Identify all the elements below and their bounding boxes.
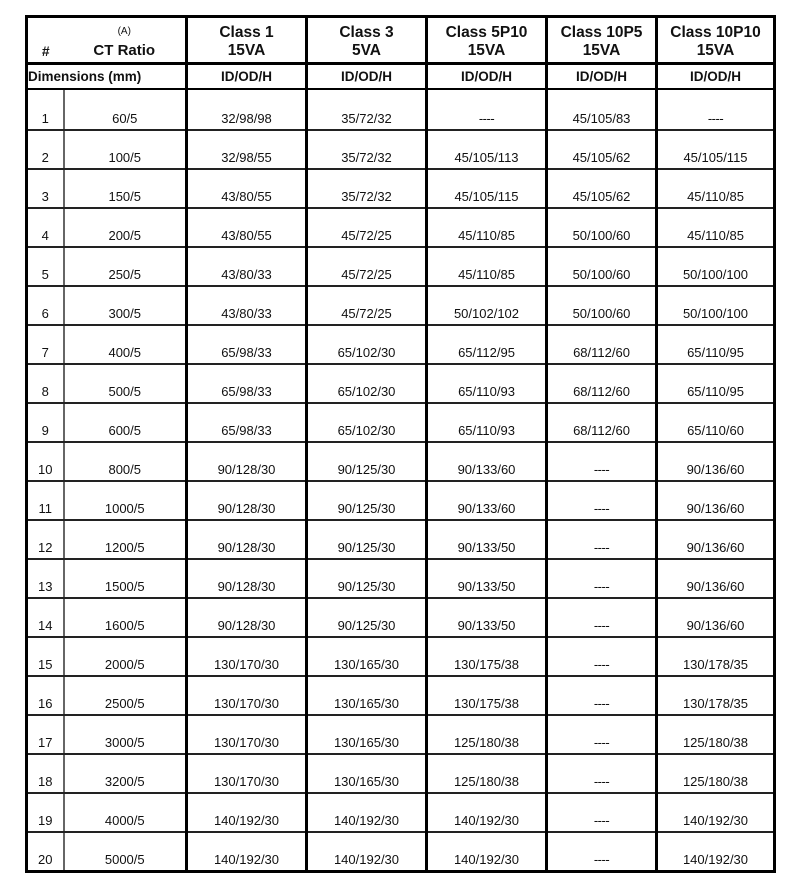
- table-row: [27, 169, 775, 208]
- table-row: [27, 793, 775, 832]
- dimension-cell: ----: [547, 442, 657, 481]
- class-name: Class 10P10: [670, 24, 761, 41]
- ct-ratio-cell: 800/5: [64, 442, 187, 481]
- dimension-cell: 50/100/100: [657, 286, 775, 325]
- dimension-cell: 130/165/30: [307, 754, 427, 793]
- dimension-cell: 90/136/60: [657, 442, 775, 481]
- table-row: [27, 715, 775, 754]
- ct-dimensions-sheet: [25, 15, 773, 873]
- unit-label: ID/OD/H: [547, 64, 657, 90]
- table-row: [27, 286, 775, 325]
- row-number: 15: [27, 637, 64, 676]
- dimension-cell: 130/165/30: [307, 715, 427, 754]
- dimension-cell: 90/125/30: [307, 520, 427, 559]
- table-row: [27, 364, 775, 403]
- dimension-cell: 45/105/115: [427, 169, 547, 208]
- ct-ratio-cell: 1200/5: [64, 520, 187, 559]
- dimension-cell: 50/102/102: [427, 286, 547, 325]
- dimension-cell: 90/128/30: [187, 559, 307, 598]
- class-name: Class 1: [219, 24, 274, 41]
- table-body: [27, 89, 775, 872]
- ct-ratio-cell: 2500/5: [64, 676, 187, 715]
- header-number: #: [27, 17, 64, 64]
- dimension-cell: 65/110/60: [657, 403, 775, 442]
- dimension-cell: 130/178/35: [657, 637, 775, 676]
- row-number: 13: [27, 559, 64, 598]
- dimension-cell: 90/133/60: [427, 481, 547, 520]
- dimension-cell: 130/165/30: [307, 676, 427, 715]
- ct-ratio-cell: 1000/5: [64, 481, 187, 520]
- dimension-cell: 32/98/98: [187, 89, 307, 130]
- dimension-cell: 125/180/38: [657, 715, 775, 754]
- dimension-cell: 45/105/62: [547, 130, 657, 169]
- table-row: [27, 832, 775, 872]
- dimension-cell: 50/100/60: [547, 208, 657, 247]
- dimension-cell: 45/105/83: [547, 89, 657, 130]
- dimension-cell: 90/136/60: [657, 598, 775, 637]
- dimension-cell: 35/72/32: [307, 89, 427, 130]
- dimension-cell: 140/192/30: [187, 832, 307, 872]
- dimension-cell: 140/192/30: [307, 832, 427, 872]
- ct-ratio-cell: 2000/5: [64, 637, 187, 676]
- dimension-cell: 140/192/30: [427, 832, 547, 872]
- ct-ratio-cell: 100/5: [64, 130, 187, 169]
- class-va: 15VA: [227, 42, 266, 59]
- dimension-cell: 65/110/93: [427, 403, 547, 442]
- dimension-cell: 130/170/30: [187, 676, 307, 715]
- row-number: 19: [27, 793, 64, 832]
- dimension-cell: ----: [427, 89, 547, 130]
- ct-dimensions-table: [25, 15, 776, 873]
- unit-label: ID/OD/H: [427, 64, 547, 90]
- header-ct-ratio: [64, 17, 187, 64]
- ct-ratio-cell: 60/5: [64, 89, 187, 130]
- dimension-cell: 130/178/35: [657, 676, 775, 715]
- header-class-10p5: [547, 17, 657, 64]
- table-row: [27, 637, 775, 676]
- class-name: Class 3: [339, 24, 394, 41]
- dimension-cell: 130/170/30: [187, 637, 307, 676]
- dimension-cell: 65/98/33: [187, 364, 307, 403]
- dimension-cell: ----: [547, 793, 657, 832]
- dimension-cell: 45/72/25: [307, 286, 427, 325]
- dimension-cell: ----: [547, 559, 657, 598]
- dimension-cell: 65/102/30: [307, 403, 427, 442]
- row-number: 9: [27, 403, 64, 442]
- dimension-cell: ----: [547, 832, 657, 872]
- dimensions-label: Dimensions (mm): [27, 64, 187, 90]
- row-number: 18: [27, 754, 64, 793]
- dimension-cell: 68/112/60: [547, 325, 657, 364]
- dimension-cell: 140/192/30: [657, 832, 775, 872]
- dimension-cell: 130/175/38: [427, 676, 547, 715]
- dimension-cell: 130/170/30: [187, 715, 307, 754]
- dimension-cell: 130/175/38: [427, 637, 547, 676]
- dimension-cell: ----: [547, 637, 657, 676]
- dimension-cell: 140/192/30: [657, 793, 775, 832]
- dimension-cell: 125/180/38: [427, 754, 547, 793]
- table-row: [27, 559, 775, 598]
- class-va: 15VA: [467, 42, 506, 59]
- class-name: Class 10P5: [560, 24, 643, 41]
- dimension-cell: 90/128/30: [187, 598, 307, 637]
- class-va: 5VA: [351, 42, 381, 59]
- table-row: [27, 520, 775, 559]
- ct-ratio-cell: 5000/5: [64, 832, 187, 872]
- table-row: [27, 130, 775, 169]
- table-row: [27, 325, 775, 364]
- table-row: [27, 598, 775, 637]
- dimension-cell: 140/192/30: [187, 793, 307, 832]
- class-name: Class 5P10: [445, 24, 528, 41]
- dimension-cell: ----: [547, 481, 657, 520]
- dimension-cell: 90/133/50: [427, 559, 547, 598]
- row-number: 17: [27, 715, 64, 754]
- header-ct-ratio-note: (A): [117, 26, 131, 37]
- header-class-3: [307, 17, 427, 64]
- dimension-cell: 45/110/85: [657, 208, 775, 247]
- header-class-1: [187, 17, 307, 64]
- dimension-cell: 68/112/60: [547, 403, 657, 442]
- dimension-cell: 43/80/55: [187, 169, 307, 208]
- dimension-cell: 65/112/95: [427, 325, 547, 364]
- dimension-cell: 43/80/33: [187, 286, 307, 325]
- dimension-cell: 45/110/85: [427, 247, 547, 286]
- row-number: 11: [27, 481, 64, 520]
- dimension-cell: 90/136/60: [657, 481, 775, 520]
- dimension-cell: 90/136/60: [657, 520, 775, 559]
- dimension-cell: 90/133/50: [427, 520, 547, 559]
- ct-ratio-cell: 4000/5: [64, 793, 187, 832]
- dimension-cell: 35/72/32: [307, 169, 427, 208]
- ct-ratio-cell: 300/5: [64, 286, 187, 325]
- dimension-cell: 125/180/38: [657, 754, 775, 793]
- dimension-cell: 65/110/95: [657, 325, 775, 364]
- row-number: 20: [38, 852, 53, 867]
- dimensions-row: [27, 64, 775, 90]
- dimension-cell: ----: [547, 676, 657, 715]
- dimension-cell: 90/128/30: [187, 442, 307, 481]
- dimension-cell: ----: [547, 520, 657, 559]
- table-row: [27, 247, 775, 286]
- dimension-cell: 65/110/93: [427, 364, 547, 403]
- dimension-cell: 90/128/30: [187, 481, 307, 520]
- row-number: 12: [27, 520, 64, 559]
- dimension-cell: ----: [547, 754, 657, 793]
- dimension-cell: 90/128/30: [187, 520, 307, 559]
- dimension-cell: 140/192/30: [427, 793, 547, 832]
- dimension-cell: 125/180/38: [427, 715, 547, 754]
- dimension-cell: 50/100/60: [547, 247, 657, 286]
- header-class-5p10: [427, 17, 547, 64]
- unit-label: ID/OD/H: [307, 64, 427, 90]
- table-row: [27, 208, 775, 247]
- dimension-cell: 32/98/55: [187, 130, 307, 169]
- dimension-cell: 90/133/60: [427, 442, 547, 481]
- dimension-cell: 45/110/85: [427, 208, 547, 247]
- table-row: [27, 442, 775, 481]
- header-class-10p10: [657, 17, 775, 64]
- dimension-cell: 90/125/30: [307, 598, 427, 637]
- ct-ratio-cell: 1500/5: [64, 559, 187, 598]
- class-va: 15VA: [582, 42, 621, 59]
- row-number: 5: [27, 247, 64, 286]
- unit-label: ID/OD/H: [187, 64, 307, 90]
- ct-ratio-cell: 600/5: [64, 403, 187, 442]
- dimension-cell: 90/133/50: [427, 598, 547, 637]
- ct-ratio-cell: 1600/5: [64, 598, 187, 637]
- table-row: [27, 403, 775, 442]
- dimension-cell: 43/80/33: [187, 247, 307, 286]
- dimension-cell: 45/105/113: [427, 130, 547, 169]
- dimension-cell: 50/100/60: [547, 286, 657, 325]
- dimension-cell: 65/102/30: [307, 325, 427, 364]
- dimension-cell: 140/192/30: [307, 793, 427, 832]
- dimension-cell: ----: [547, 598, 657, 637]
- dimension-cell: 130/165/30: [307, 637, 427, 676]
- unit-label: ID/OD/H: [657, 64, 775, 90]
- ct-ratio-cell: 3000/5: [64, 715, 187, 754]
- row-number: 1: [27, 89, 64, 130]
- row-number: 10: [27, 442, 64, 481]
- table-row: [27, 89, 775, 130]
- table-row: [27, 676, 775, 715]
- row-number: 6: [27, 286, 64, 325]
- ct-ratio-cell: 3200/5: [64, 754, 187, 793]
- header-row: [27, 17, 775, 64]
- dimension-cell: 50/100/100: [657, 247, 775, 286]
- ct-ratio-cell: 250/5: [64, 247, 187, 286]
- dimension-cell: 45/110/85: [657, 169, 775, 208]
- row-number: 3: [27, 169, 64, 208]
- dimension-cell: 65/98/33: [187, 403, 307, 442]
- row-number: 2: [27, 130, 64, 169]
- header-ct-ratio-label: CT Ratio: [93, 42, 156, 59]
- row-number: 8: [27, 364, 64, 403]
- row-number: 16: [27, 676, 64, 715]
- dimension-cell: ----: [657, 89, 775, 130]
- dimension-cell: 45/72/25: [307, 208, 427, 247]
- dimension-cell: 65/98/33: [187, 325, 307, 364]
- dimension-cell: 90/125/30: [307, 481, 427, 520]
- dimension-cell: 65/110/95: [657, 364, 775, 403]
- ct-ratio-cell: 500/5: [64, 364, 187, 403]
- ct-ratio-cell: 400/5: [64, 325, 187, 364]
- dimension-cell: 90/125/30: [307, 442, 427, 481]
- dimension-cell: 65/102/30: [307, 364, 427, 403]
- ct-ratio-cell: 200/5: [64, 208, 187, 247]
- table-row: [27, 481, 775, 520]
- dimension-cell: 90/136/60: [657, 559, 775, 598]
- table-row: [27, 754, 775, 793]
- dimension-cell: 45/105/62: [547, 169, 657, 208]
- dimension-cell: 45/105/115: [657, 130, 775, 169]
- dimension-cell: ----: [547, 715, 657, 754]
- dimension-cell: 130/170/30: [187, 754, 307, 793]
- dimension-cell: 68/112/60: [547, 364, 657, 403]
- dimension-cell: 43/80/55: [187, 208, 307, 247]
- dimension-cell: 35/72/32: [307, 130, 427, 169]
- row-number: 7: [27, 325, 64, 364]
- class-va: 15VA: [696, 42, 735, 59]
- ct-ratio-cell: 150/5: [64, 169, 187, 208]
- dimension-cell: 45/72/25: [307, 247, 427, 286]
- row-number: 4: [27, 208, 64, 247]
- dimension-cell: 90/125/30: [307, 559, 427, 598]
- row-number: 14: [27, 598, 64, 637]
